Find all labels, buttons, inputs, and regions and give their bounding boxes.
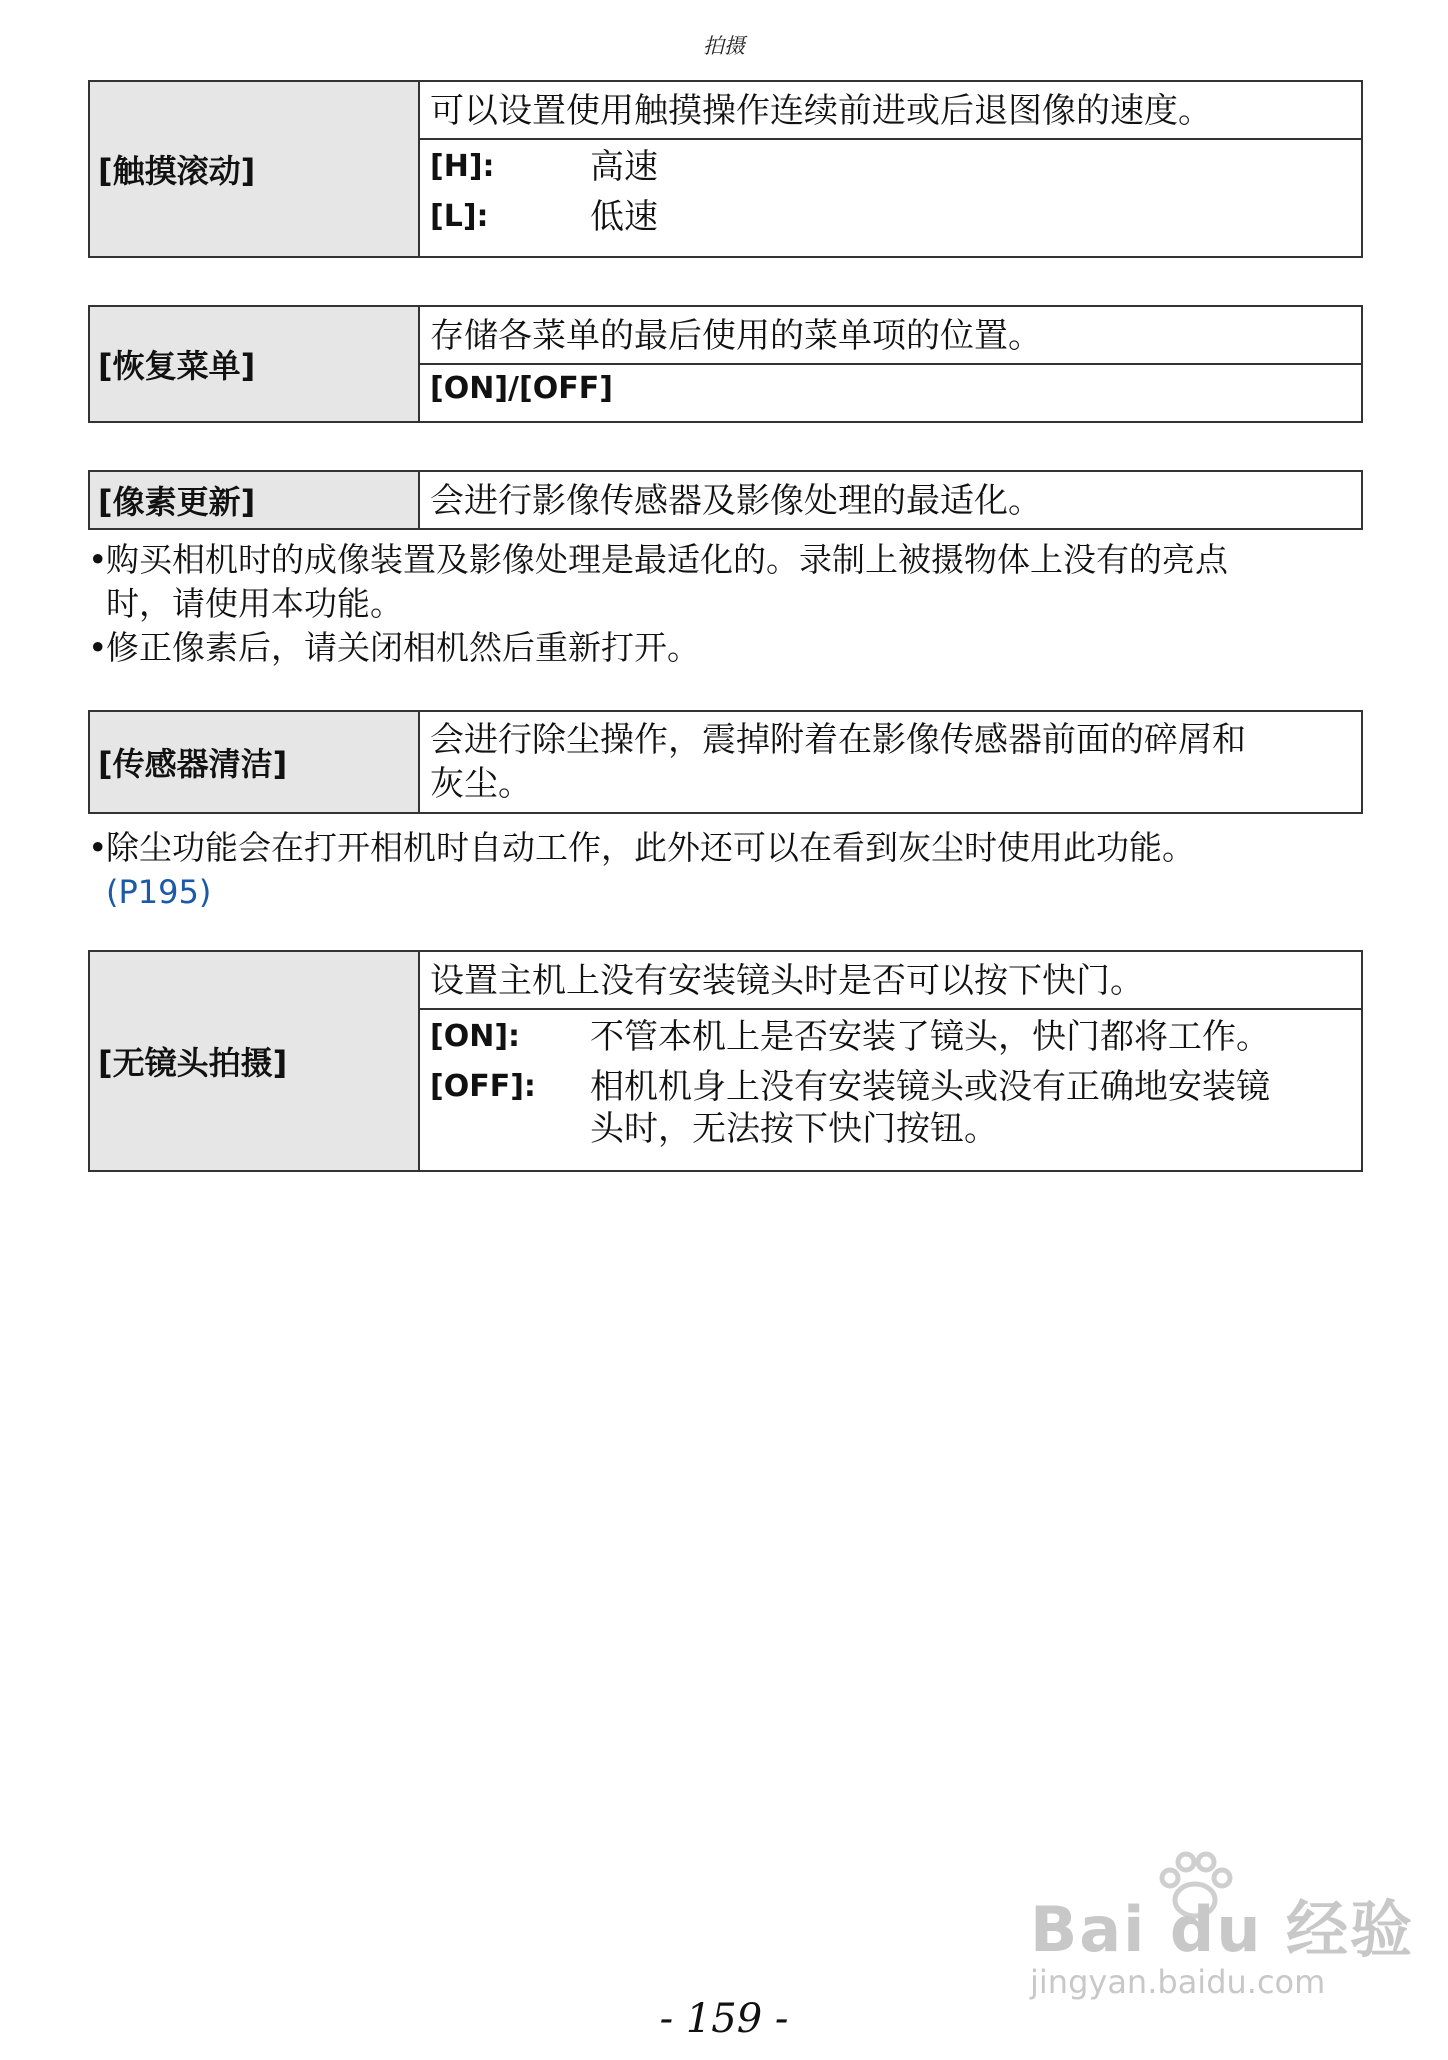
touch-scroll-label: [触摸滚动] [90, 82, 420, 256]
option-row [420, 1010, 1361, 1060]
note-text: 购买相机时的成像装置及影像处理是最适化的。录制上被摄物体上没有的亮点 [106, 540, 1228, 579]
option-row [420, 1060, 1361, 1150]
option-value [590, 1064, 1270, 1150]
option-value: 低速 [590, 197, 658, 237]
value-line: 相机机身上没有安装镜头或没有正确地安装镜 [590, 1067, 1270, 1107]
pixel-refresh-table [88, 470, 1363, 530]
touch-scroll-table [88, 80, 1363, 258]
value-line: 头时，无法按下快门按钮。 [590, 1109, 998, 1149]
watermark-brand: Bai du 经验 [1030, 1893, 1415, 1966]
note-text: 修正像素后，请关闭相机然后重新打开。 [106, 628, 700, 667]
sensor-cleaning-desc [420, 712, 1361, 810]
resume-menu-label: [恢复菜单] [90, 307, 420, 421]
desc-line: 灰尘。 [430, 764, 532, 804]
touch-scroll-desc: 可以设置使用触摸操作连续前进或后退图像的速度。 [420, 82, 1361, 140]
shoot-without-lens-table [88, 950, 1363, 1172]
sensor-cleaning-table [88, 710, 1363, 814]
option-row [420, 190, 1361, 240]
option-value: 不管本机上是否安装了镜头，快门都将工作。 [590, 1017, 1270, 1057]
page-reference-link[interactable]: (P195) [106, 873, 212, 911]
watermark [1030, 1880, 1414, 2001]
note-text: 除尘功能会在打开相机时自动工作，此外还可以在看到灰尘时使用此功能。 [106, 828, 1195, 867]
resume-menu-options: [ON]/[OFF] [430, 371, 613, 406]
option-key: [H]: [430, 149, 495, 184]
option-key: [L]: [430, 199, 489, 234]
pixel-refresh-desc: 会进行影像传感器及影像处理的最适化。 [430, 481, 1042, 521]
shoot-without-lens-label: [无镜头拍摄] [90, 952, 420, 1170]
note-text: 时，请使用本功能。 [106, 584, 403, 623]
resume-menu-table [88, 305, 1363, 423]
pixel-refresh-label: [像素更新] [90, 472, 420, 528]
page-header: 拍摄 [703, 34, 745, 58]
desc-line: 会进行除尘操作，震掉附着在影像传感器前面的碎屑和 [430, 720, 1246, 760]
watermark-url: jingyan.baidu.com [1030, 1963, 1326, 2001]
resume-menu-desc: 存储各菜单的最后使用的菜单项的位置。 [420, 307, 1361, 365]
option-value: 高速 [590, 147, 658, 187]
sensor-cleaning-label: [传感器清洁] [90, 712, 420, 812]
sensor-cleaning-note: •除尘功能会在打开相机时自动工作，此外还可以在看到灰尘时使用此功能。 (P195) [88, 828, 1195, 911]
pixel-refresh-note: •购买相机时的成像装置及影像处理是最适化的。录制上被摄物体上没有的亮点 时，请使用本功能。 •修正像素后，请关闭相机然后重新打开。 [88, 538, 1358, 670]
page-number: - 159 - [659, 1996, 789, 2042]
option-key: [OFF]: [430, 1069, 536, 1104]
option-row [420, 140, 1361, 190]
shoot-without-lens-desc: 设置主机上没有安装镜头时是否可以按下快门。 [420, 952, 1361, 1010]
option-key: [ON]: [430, 1019, 521, 1054]
